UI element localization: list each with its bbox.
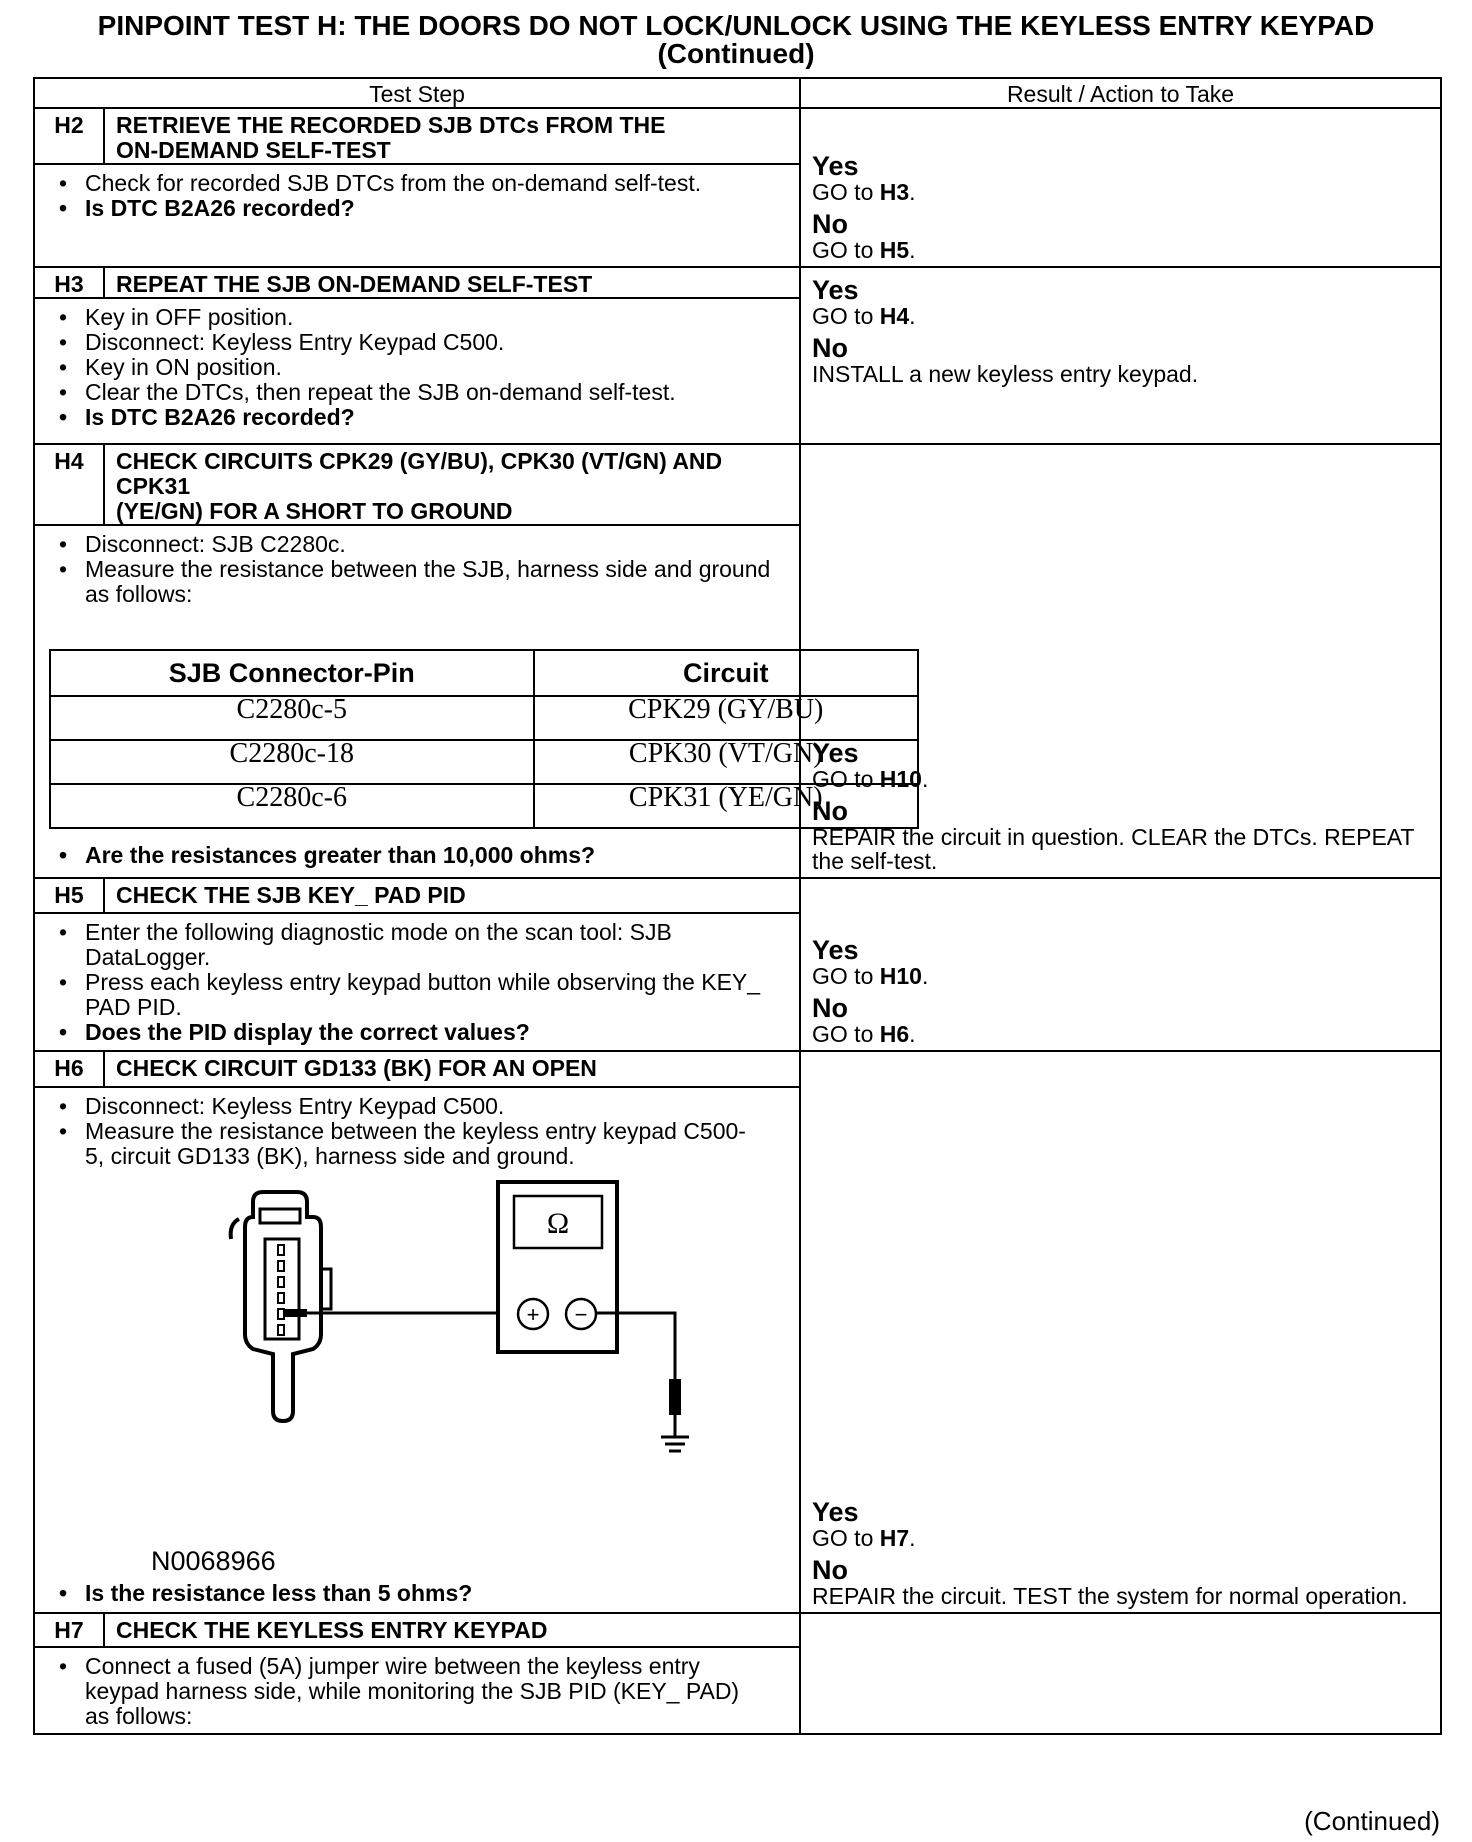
continued-label: (Continued)	[1304, 1806, 1440, 1836]
connector-pins	[278, 1245, 284, 1335]
step-question: • Is the resistance less than 5 ohms?	[51, 1581, 789, 1606]
no-label: No	[812, 1555, 849, 1585]
circuit-cell: CPK30 (VT/GN)	[534, 740, 919, 784]
page-title: PINPOINT TEST H: THE DOORS DO NOT LOCK/UNLOCK USING THE KEYLESS ENTRY KEYPAD	[97, 10, 1375, 41]
table-row	[50, 740, 918, 784]
no-label: No	[812, 333, 849, 363]
step-id: H5	[34, 878, 104, 913]
step-id: H4	[34, 444, 104, 525]
ground-probe	[669, 1379, 681, 1415]
result-cell	[800, 108, 1441, 267]
circuit-cell: CPK31 (YE/GN)	[534, 784, 919, 828]
pin-cell: C2280c-5	[50, 696, 534, 740]
list-item: • Key in ON position.	[51, 355, 789, 380]
no-label: No	[812, 993, 849, 1023]
minus-terminal: −	[574, 1302, 588, 1327]
ohm-symbol: Ω	[546, 1207, 570, 1240]
result-cell	[800, 1051, 1441, 1613]
list-item: • Clear the DTCs, then repeat the SJB on-demand self-test.	[51, 380, 789, 405]
list-item: • Key in OFF position.	[51, 305, 789, 330]
step-question: • Is DTC B2A26 recorded?	[51, 196, 789, 221]
pin-table-header-circuit: Circuit	[534, 650, 919, 696]
probe-tip	[283, 1309, 307, 1317]
yes-label: Yes	[812, 1497, 859, 1527]
step-body	[34, 913, 800, 1051]
step-question: • Is DTC B2A26 recorded?	[51, 405, 789, 430]
list-item: • Connect a fused (5A) jumper wire between the keyless entry keypad harness side, while monitoring the SJB PID (KEY_ PAD) as follows:	[51, 1654, 751, 1729]
yes-label: Yes	[812, 275, 859, 305]
column-header-test-step: Test Step	[34, 78, 800, 108]
yes-label: Yes	[812, 151, 859, 181]
step-question: • Does the PID display the correct values?	[51, 1020, 771, 1045]
ground-icon	[661, 1437, 689, 1451]
step-body	[34, 298, 800, 444]
pinpoint-test-table	[33, 77, 1442, 1735]
column-header-result: Result / Action to Take	[800, 78, 1441, 108]
table-row	[50, 696, 918, 740]
no-action: REPAIR the circuit in question. CLEAR the DTCs. REPEAT the self-test.	[812, 824, 1415, 874]
list-item: • Measure the resistance between the keyless entry keypad C500-5, circuit GD133 (BK), harness side and ground.	[51, 1119, 751, 1169]
pin-cell: C2280c-6	[50, 784, 534, 828]
no-action: GO to H5.	[812, 237, 916, 263]
step-title: CHECK THE KEYLESS ENTRY KEYPAD	[104, 1613, 800, 1647]
list-item: • Enter the following diagnostic mode on the scan tool: SJB DataLogger.	[51, 920, 771, 970]
yes-action: GO to H10.	[812, 963, 929, 989]
pin-cell: C2280c-18	[50, 740, 534, 784]
yes-label: Yes	[812, 935, 859, 965]
yes-action: GO to H4.	[812, 303, 916, 329]
pin-table-header-pin: SJB Connector-Pin	[50, 650, 534, 696]
no-action: REPAIR the circuit. TEST the system for normal operation.	[812, 1583, 1408, 1609]
measurement-diagram	[51, 1169, 789, 1576]
figure-id: N0068966	[151, 1546, 276, 1576]
step-body	[34, 164, 800, 267]
step-title: CHECK CIRCUITS CPK29 (GY/BU), CPK30 (VT/GN) AND CPK31 (YE/GN) FOR A SHORT TO GROUND	[104, 444, 800, 525]
yes-label: Yes	[812, 738, 859, 768]
step-id: H7	[34, 1613, 104, 1647]
step-id: H3	[34, 267, 104, 298]
step-id: H6	[34, 1051, 104, 1087]
yes-action: GO to H10.	[812, 766, 929, 792]
no-action: GO to H6.	[812, 1021, 916, 1047]
list-item: • Disconnect: SJB C2280c.	[51, 532, 789, 557]
list-item: • Check for recorded SJB DTCs from the on-demand self-test.	[51, 171, 789, 196]
no-label: No	[812, 209, 849, 239]
connector-c500	[231, 1192, 331, 1421]
page-subtitle: (Continued)	[657, 38, 815, 69]
yes-action: GO to H3.	[812, 179, 916, 205]
yes-action: GO to H7.	[812, 1525, 916, 1551]
step-body	[34, 525, 824, 878]
table-row	[50, 784, 918, 828]
list-item: • Disconnect: Keyless Entry Keypad C500.	[51, 330, 789, 355]
result-cell	[800, 878, 1441, 1051]
circuit-cell: CPK29 (GY/BU)	[534, 696, 919, 740]
no-label: No	[812, 796, 849, 826]
ohmmeter	[498, 1182, 617, 1352]
step-question: • Are the resistances greater than 10,000 ohms?	[51, 843, 789, 868]
list-item: • Disconnect: Keyless Entry Keypad C500.	[51, 1094, 751, 1119]
step-title: RETRIEVE THE RECORDED SJB DTCs FROM THE ON-DEMAND SELF-TEST	[104, 108, 800, 164]
connector-pin-table	[49, 649, 919, 829]
plus-terminal: +	[526, 1302, 540, 1327]
step-id: H2	[34, 108, 104, 164]
step-title: CHECK THE SJB KEY_ PAD PID	[104, 878, 800, 913]
list-item: • Press each keyless entry keypad button while observing the KEY_ PAD PID.	[51, 970, 771, 1020]
step-title: REPEAT THE SJB ON-DEMAND SELF-TEST	[104, 267, 800, 298]
no-action: INSTALL a new keyless entry keypad.	[812, 361, 1199, 387]
result-cell	[800, 267, 1441, 444]
list-item: • Measure the resistance between the SJB, harness side and ground as follows:	[51, 557, 789, 607]
result-cell	[800, 1613, 1441, 1734]
step-title: CHECK CIRCUIT GD133 (BK) FOR AN OPEN	[104, 1051, 800, 1087]
wiring-illustration	[51, 1169, 791, 1559]
step-body	[34, 1647, 800, 1734]
step-body	[34, 1087, 800, 1613]
